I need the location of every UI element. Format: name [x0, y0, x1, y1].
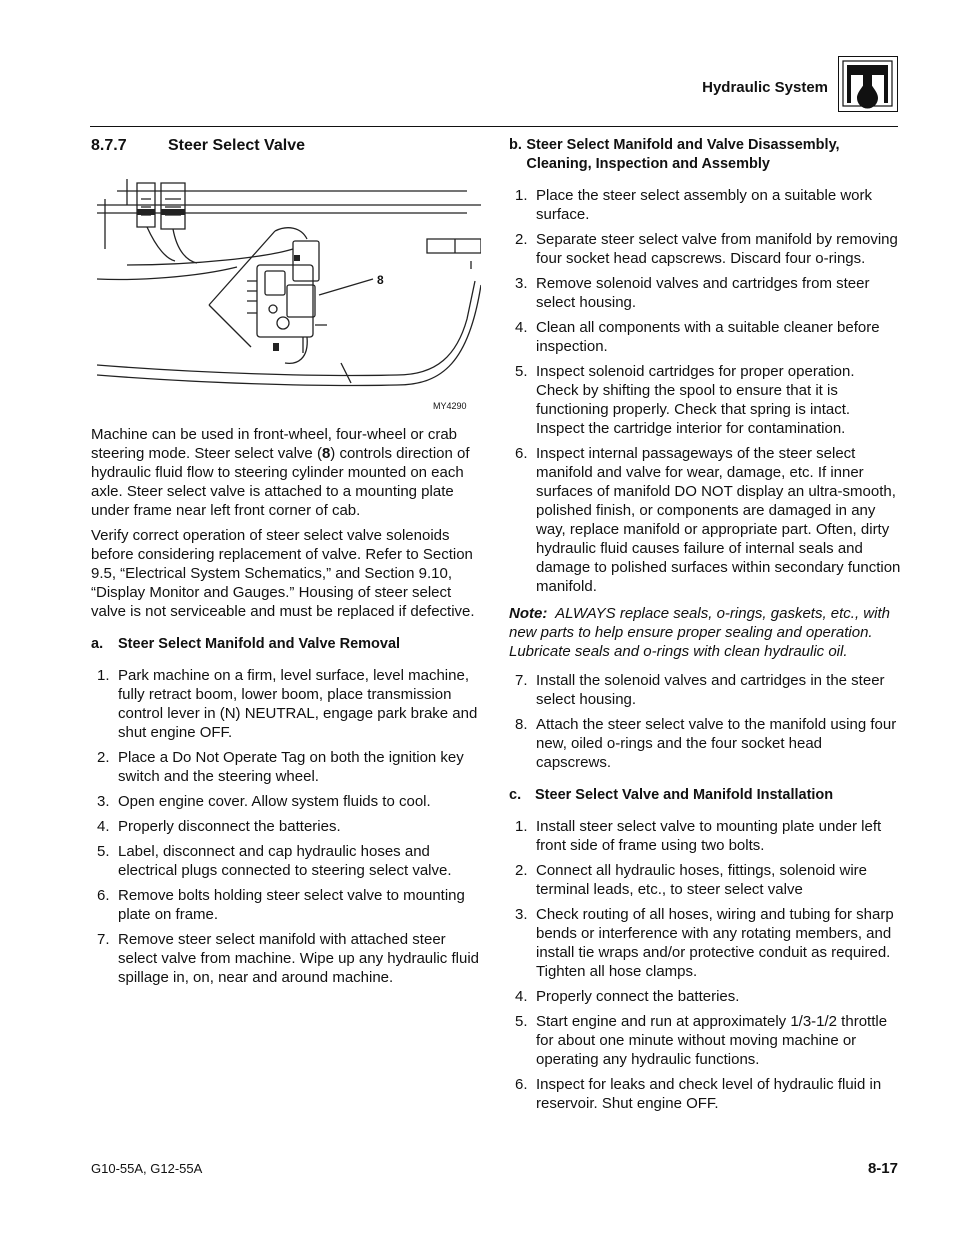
step-number: 1. — [515, 187, 528, 204]
list-item — [509, 186, 901, 224]
list-item — [91, 842, 483, 880]
installation-letter: c. — [509, 787, 522, 803]
list-item — [509, 362, 901, 438]
disassembly-steps-continued — [509, 671, 901, 772]
step-text: Remove solenoid valves and cartridges from steer select housing. — [536, 275, 870, 311]
step-number: 7. — [515, 672, 528, 689]
step-number: 3. — [515, 275, 528, 292]
list-item — [509, 230, 901, 268]
note-text: ALWAYS replace seals, o-rings, gaskets, etc., with new parts to help ensure proper sealing and operation. Lubricate seals and o-rings with clean hydraulic oil. — [509, 605, 890, 660]
section-number: 8.7.7 — [91, 137, 127, 154]
step-text: Remove steer select manifold with attached steer select valve from machine. Wipe up any hydraulic fluid spillage in, on, near and around machine. — [118, 931, 479, 986]
step-number: 4. — [515, 988, 528, 1005]
disassembly-steps — [509, 186, 901, 596]
step-text: Open engine cover. Allow system fluids to cool. — [118, 793, 431, 810]
left-column — [91, 136, 483, 993]
step-text: Start engine and run at approximately 1/3-1/2 throttle for about one minute without moving machine or operating any hydraulic functions. — [536, 1013, 888, 1068]
note-label: Note: — [509, 605, 548, 622]
step-number: 3. — [515, 906, 528, 923]
step-number: 8. — [515, 716, 528, 733]
list-item — [91, 886, 483, 924]
step-text: Place a Do Not Operate Tag on both the ignition key switch and the steering wheel. — [118, 749, 464, 785]
installation-title: Steer Select Valve and Manifold Installation — [535, 787, 834, 803]
step-text: Label, disconnect and cap hydraulic hoses and electrical plugs connected to steering select valve. — [118, 843, 452, 879]
disassembly-title: Steer Select Manifold and Valve Disassembly, Cleaning, Inspection and Assembly — [526, 137, 840, 172]
intro-paragraph-2: Verify correct operation of steer select valve solenoids before considering replacement of valve. Refer to Section 9.5, “Electrical System Schematics,” and Section 9.10, “Display Monitor and Gauges.” Housing of steer select valve is not serviceable and must be replaced if defective. — [91, 527, 475, 620]
step-number: 4. — [97, 818, 110, 835]
intro-paragraph-1 — [91, 425, 483, 520]
step-number: 5. — [97, 843, 110, 860]
intro-p1-text-b: ) controls direction of hydraulic fluid flow to steering cylinder mounted on each axle. Steer select valve is attached to a mounting plate under frame near left front corner of cab. — [91, 445, 470, 519]
disassembly-letter: b. — [509, 137, 522, 153]
step-text: Install steer select valve to mounting plate under left front side of frame using two bolts. — [536, 818, 882, 854]
step-number: 5. — [515, 363, 528, 380]
removal-heading — [91, 635, 483, 654]
step-text: Attach the steer select valve to the manifold using four new, oiled o-rings and the four socket head capscrews. — [536, 716, 897, 771]
list-item — [509, 444, 901, 596]
step-number: 4. — [515, 319, 528, 336]
step-text: Inspect solenoid cartridges for proper operation. Check by shifting the spool to ensure that it is functioning properly. Check that spring is intact. Inspect the cartridge interior for contamination. — [536, 363, 855, 437]
section-heading — [91, 136, 483, 155]
step-number: 2. — [97, 749, 110, 766]
list-item — [509, 1012, 901, 1069]
step-number: 1. — [97, 667, 110, 684]
figure-code: MY4290 — [433, 401, 467, 411]
step-text: Separate steer select valve from manifold by removing four socket head capscrews. Discard four o-rings. — [536, 231, 898, 267]
removal-title: Steer Select Manifold and Valve Removal — [118, 636, 401, 652]
step-text: Inspect internal passageways of the steer select manifold and valve for wear, damage, etc. If inner surfaces of manifold DO NOT display an ultra-smooth, polished finish, or components are damaged in any way, replace manifold or appropriate part. Often, dirty hydraulic fluid causes failure of internal seals and damage to polished surfaces within secondary function manifold. — [536, 445, 901, 595]
list-item — [91, 792, 483, 811]
footer-page-number: 8-17 — [867, 1160, 898, 1177]
step-number: 6. — [515, 1076, 528, 1093]
step-number: 2. — [515, 862, 528, 879]
step-text: Remove bolts holding steer select valve to mounting plate on frame. — [118, 887, 465, 923]
intro-p1-text-a: Machine can be used in front-wheel, four-wheel or crab steering mode. Steer select valve ( — [91, 426, 458, 462]
step-number: 2. — [515, 231, 528, 248]
installation-steps — [509, 817, 901, 1113]
list-item — [509, 817, 901, 855]
list-item — [91, 930, 483, 987]
disassembly-heading — [509, 136, 901, 174]
step-text: Check routing of all hoses, wiring and tubing for sharp bends or interference with any rotating members, and install tie wraps and/or protective conduit as required. Tighten all hose clamps. — [536, 906, 894, 980]
list-item — [509, 987, 901, 1006]
step-number: 7. — [97, 931, 110, 948]
installation-heading — [509, 786, 901, 805]
step-number: 6. — [97, 887, 110, 904]
footer-models: G10-55A, G12-55A — [91, 1161, 203, 1176]
hydraulic-fluid-icon — [838, 56, 898, 112]
section-title: Steer Select Valve — [168, 137, 305, 154]
list-item — [509, 318, 901, 356]
step-number: 1. — [515, 818, 528, 835]
list-item — [91, 817, 483, 836]
removal-letter: a. — [91, 636, 104, 652]
list-item — [91, 666, 483, 742]
list-item — [509, 861, 901, 899]
removal-steps — [91, 666, 483, 987]
figure-callout-8: 8 — [377, 273, 384, 287]
step-number: 6. — [515, 445, 528, 462]
note-paragraph — [509, 604, 901, 661]
step-text: Clean all components with a suitable cleaner before inspection. — [536, 319, 880, 355]
list-item — [509, 905, 901, 981]
step-number: 3. — [97, 793, 110, 810]
valve-illustration — [97, 169, 481, 409]
list-item — [509, 671, 901, 709]
step-text: Properly connect the batteries. — [536, 988, 740, 1005]
step-text: Properly disconnect the batteries. — [118, 818, 341, 835]
right-column — [509, 136, 901, 1119]
step-text: Inspect for leaks and check level of hydraulic fluid in reservoir. Shut engine OFF. — [536, 1076, 882, 1112]
step-number: 5. — [515, 1013, 528, 1030]
step-text: Connect all hydraulic hoses, fittings, solenoid wire terminal leads, etc., to steer select valve — [536, 862, 868, 898]
step-text: Place the steer select assembly on a suitable work surface. — [536, 187, 872, 223]
running-header-title: Hydraulic System — [702, 79, 828, 96]
header-rule — [90, 126, 898, 127]
steer-select-valve-figure — [97, 169, 481, 409]
list-item — [509, 1075, 901, 1113]
list-item — [509, 274, 901, 312]
step-text: Park machine on a firm, level surface, level machine, fully retract boom, lower boom, place transmission control lever in (N) NEUTRAL, engage park brake and shut engine OFF. — [118, 667, 478, 741]
list-item — [509, 715, 901, 772]
step-text: Install the solenoid valves and cartridges in the steer select housing. — [536, 672, 885, 708]
intro-p1-callout-ref: 8 — [321, 445, 331, 462]
list-item — [91, 748, 483, 786]
